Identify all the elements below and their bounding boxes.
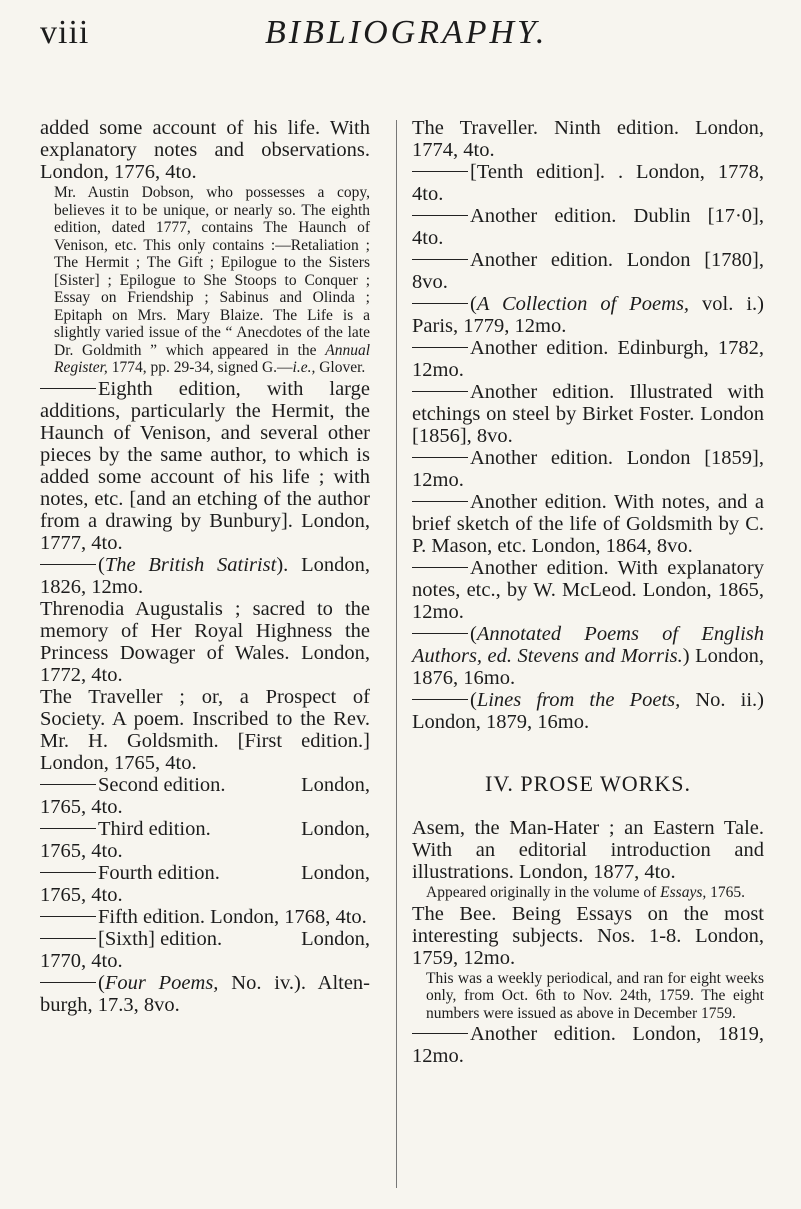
entry-text: (The British Satirist). London, 1826, 12mo. [40, 553, 370, 598]
ditto-dash [412, 633, 468, 634]
ditto-dash [40, 828, 96, 829]
running-head: BIBLIOGRAPHY. [265, 14, 548, 51]
edition-entry: Another edition. London [1780], 8vo. [412, 249, 764, 293]
ditto-dash [412, 1033, 468, 1034]
entry-text: added some account of his life. With explanatory notes and observations. London, 1776, 4to. [40, 117, 370, 183]
edition-entry: Another edition. London, 1819, 12mo. [412, 1023, 764, 1067]
page-number: viii [40, 14, 90, 51]
footnote: This was a weekly periodical, and ran for eight weeks only, from Oct. 6th to Nov. 24th, 1759. The eight numbers were issued as above in December 1759. [426, 969, 764, 1022]
edition-entry: (A Collection of Poems, vol. i.) Paris, 1779, 12mo. [412, 293, 764, 337]
edition-entry: Another edition. Edinburgh, 1782, 12mo. [412, 337, 764, 381]
edition-entry: [Tenth edition]. . London, 1778, 4to. [412, 161, 764, 205]
ditto-dash [40, 872, 96, 873]
ditto-dash [40, 564, 96, 565]
ditto-dash [412, 171, 468, 172]
edition-entry: Another edition. Dublin [17·0], 4to. [412, 205, 764, 249]
column-rule [396, 120, 397, 1188]
ditto-dash [40, 938, 96, 939]
entry-text: The Traveller ; or, a Prospect of Society. A poem. Inscribed to the Rev. Mr. H. Goldsmith. [First edition.] London, 1765, 4to. [40, 685, 370, 774]
entry-text: Threnodia Augustalis ; sacred to the memory of Her Royal Highness the Princess Dowager of Wales. London, 1772, 4to. [40, 597, 370, 686]
section-heading: IV. PROSE WORKS. [485, 771, 691, 796]
ditto-dash [412, 699, 468, 700]
ditto-dash [412, 347, 468, 348]
page-header [0, 14, 801, 54]
entry-text: Asem, the Man-Hater ; an Eastern Tale. With an editorial introduction and illustrations. London, 1877, 4to. [412, 817, 764, 883]
ditto-dash [412, 567, 468, 568]
edition-entry: (Lines from the Poets, No. ii.) London, 1879, 16mo. [412, 689, 765, 733]
entry-text: The Traveller. Ninth edition. London, 1774, 4to. [412, 117, 764, 161]
edition-entry: Second edition. London, 1765, 4to. [40, 773, 370, 818]
edition-entry: [Sixth] edition. London, 1770, 4to. [40, 927, 370, 972]
edition-entry: Another edition. With explanatory notes, etc., by W. McLeod. London, 1865, 12mo. [412, 557, 764, 623]
left-column [40, 117, 370, 1016]
ditto-dash [412, 501, 468, 502]
ditto-dash [412, 391, 468, 392]
ditto-dash [40, 916, 96, 917]
edition-entry: Fifth edition. London, 1768, 4to. [40, 906, 370, 928]
ditto-dash [412, 303, 468, 304]
edition-entry: Another edition. Illustrated with etchings on steel by Birket Foster. London [1856], 8vo. [412, 381, 764, 447]
entry-text: Eighth edition, with large additions, particularly the Hermit, the Haunch of Venison, and several other pieces by the same author, to which is added some account of his life ; with notes, etc. [and an etching of the author from a drawing by Bunbury]. London, 1777, 4to. [40, 377, 370, 554]
edition-entry: Another edition. With notes, and a brief sketch of the life of Goldsmith by C. P. Mason, etc. London, 1864, 8vo. [412, 491, 764, 557]
ditto-dash [412, 457, 468, 458]
footnote: Appeared originally in the volume of Essays, 1765. [426, 884, 745, 901]
edition-entry: Third edition. London, 1765, 4to. [40, 817, 370, 862]
entry-text: The Bee. Being Essays on the most interesting subjects. Nos. 1-8. London, 1759, 12mo. [412, 902, 764, 969]
ditto-dash [40, 982, 96, 983]
edition-entry: (Four Poems, No. iv.). Alten- burgh, 17.3, 8vo. [40, 971, 371, 1016]
ditto-dash [412, 215, 468, 216]
ditto-dash [40, 388, 96, 389]
edition-entry: (Annotated Poems of English Authors, ed. Stevens and Morris.) London, 1876, 16mo. [412, 623, 765, 689]
edition-entry: Another edition. London [1859], 12mo. [412, 447, 764, 491]
ditto-dash [412, 259, 468, 260]
footnote: Mr. Austin Dobson, who possesses a copy, believes it to be unique, or nearly so. The eighth edition, dated 1777, contains The Haunch of Venison, etc. This only contains :—Retaliation ; The Hermit ; The Gift ; Epilogue to the Sisters [Sister] ; Epilogue to She Stoops to Conquer ; Essay on Friendship ; Sabinus and Olinda ; Epitaph on Mrs. Mary Blaize. The Life is a slightly varied issue of the “ Anecdotes of the late Dr. Goldmith ” which appeared in the Annual Register, 1774, pp. 29-34, signed G.—i.e., Glover. [54, 184, 371, 376]
edition-entry: Fourth edition. London, 1765, 4to. [40, 861, 370, 906]
ditto-dash [40, 784, 96, 785]
right-column [412, 117, 764, 1067]
